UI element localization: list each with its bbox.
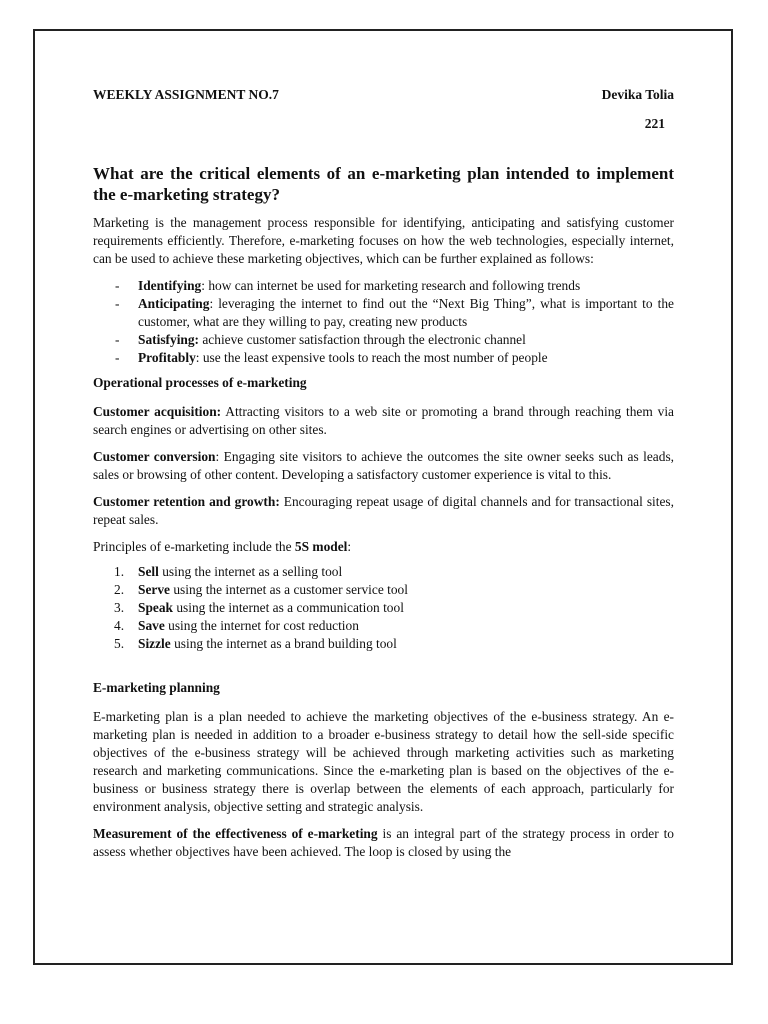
planning-paragraph: E-marketing plan is a plan needed to achieve the marketing objectives of the e-business strategy. An e-marketing plan is needed in addition to a broader e-business strategy to detail how the sell-side specific objectives of the e-business strategy will be achieved through marketing activities such as marketing research and marketing communications. Since the e-marketing plan is based on the objectives of the e-business or business strategy there is overlap between the elements of each approach, particularly for environment analysis, objective setting and strategic analysis. xyxy=(93,709,674,814)
measurement-text: is an integral part of the strategy process in order to assess whether objectives have been achieved. The loop is closed by using the xyxy=(93,826,674,859)
intro-paragraph: Marketing is the management process responsible for identifying, anticipating and satisfying customer requirements efficiently. Therefore, e-marketing focuses on how the web technologies, especially internet, can be used to achieve these marketing objectives, which can be further explained as follows: xyxy=(93,215,674,266)
list-item xyxy=(93,599,674,617)
list-number: 2. xyxy=(114,582,125,597)
question-heading: What are the critical elements of an e-marketing plan intended to implement the e-marketing strategy? xyxy=(93,164,674,204)
objective-term: Identifying xyxy=(138,278,202,293)
dash-bullet: - xyxy=(115,278,120,293)
objectives-list xyxy=(93,277,674,367)
five-s-text: using the internet as a customer service tool xyxy=(169,582,408,597)
ops-term: Customer retention and growth: xyxy=(93,494,280,509)
five-s-term: Sizzle xyxy=(138,636,171,651)
ops-paragraph xyxy=(93,448,674,484)
ops-text: Encouraging repeat usage of digital channels and for transactional sites, repeat sales. xyxy=(93,494,674,527)
list-number: 3. xyxy=(114,600,125,615)
objective-text: : leveraging the internet to find out the “Next Big Thing”, what is important to the customer, what are they willing to pay, creating new products xyxy=(138,296,674,329)
five-s-list xyxy=(93,563,674,653)
principles-after: : xyxy=(347,539,352,554)
five-s-text: using the internet as a selling tool xyxy=(158,564,343,579)
objective-term: Satisfying: xyxy=(138,332,200,347)
planning-section-title: E-marketing planning xyxy=(93,680,220,695)
dash-bullet: - xyxy=(115,350,120,365)
list-number: 4. xyxy=(114,618,125,633)
dash-bullet: - xyxy=(115,332,120,347)
five-s-term: Save xyxy=(138,618,165,633)
list-number: 5. xyxy=(114,636,125,651)
assignment-title: WEEKLY ASSIGNMENT NO.7 xyxy=(93,87,279,102)
list-item xyxy=(93,331,674,349)
list-item xyxy=(93,277,674,295)
document-header xyxy=(93,86,674,104)
list-item xyxy=(93,349,674,367)
measurement-paragraph xyxy=(93,825,674,861)
five-s-term: Speak xyxy=(138,600,173,615)
list-item xyxy=(93,635,674,653)
measurement-term: Measurement of the effectiveness of e-marketing xyxy=(93,826,378,841)
list-item xyxy=(93,617,674,635)
principles-term: 5S model xyxy=(294,539,348,554)
list-item xyxy=(93,563,674,581)
ops-text: Attracting visitors to a web site or promoting a brand through reaching them via search engines or advertising on other sites. xyxy=(93,404,674,437)
principles-before: Principles of e-marketing include the xyxy=(93,539,295,554)
list-item xyxy=(93,581,674,599)
dash-bullet: - xyxy=(115,296,120,311)
document-body xyxy=(93,86,674,870)
roll-number: 221 xyxy=(644,116,665,131)
ops-paragraph xyxy=(93,493,674,529)
five-s-text: using the internet as a brand building tool xyxy=(170,636,397,651)
objective-term: Anticipating xyxy=(138,296,210,311)
five-s-term: Serve xyxy=(138,582,170,597)
ops-section-title: Operational processes of e-marketing xyxy=(93,375,307,390)
ops-term: Customer conversion xyxy=(93,449,216,464)
objective-text: achieve customer satisfaction through the electronic channel xyxy=(199,332,526,347)
five-s-text: using the internet for cost reduction xyxy=(164,618,359,633)
author-name: Devika Tolia xyxy=(601,87,674,102)
objective-text: : how can internet be used for marketing research and following trends xyxy=(201,278,581,293)
five-s-term: Sell xyxy=(138,564,159,579)
ops-text: : Engaging site visitors to achieve the outcomes the site owner seeks such as leads, sales or browsing of other content. Developing a satisfactory customer experience is vital to this. xyxy=(93,449,675,482)
list-number: 1. xyxy=(114,564,125,579)
objective-term: Profitably xyxy=(138,350,196,365)
ops-term: Customer acquisition: xyxy=(93,404,222,419)
list-item xyxy=(93,295,674,331)
five-s-text: using the internet as a communication tool xyxy=(172,600,404,615)
principles-paragraph xyxy=(93,538,674,556)
ops-paragraph xyxy=(93,403,674,439)
objective-text: : use the least expensive tools to reach the most number of people xyxy=(195,350,548,365)
